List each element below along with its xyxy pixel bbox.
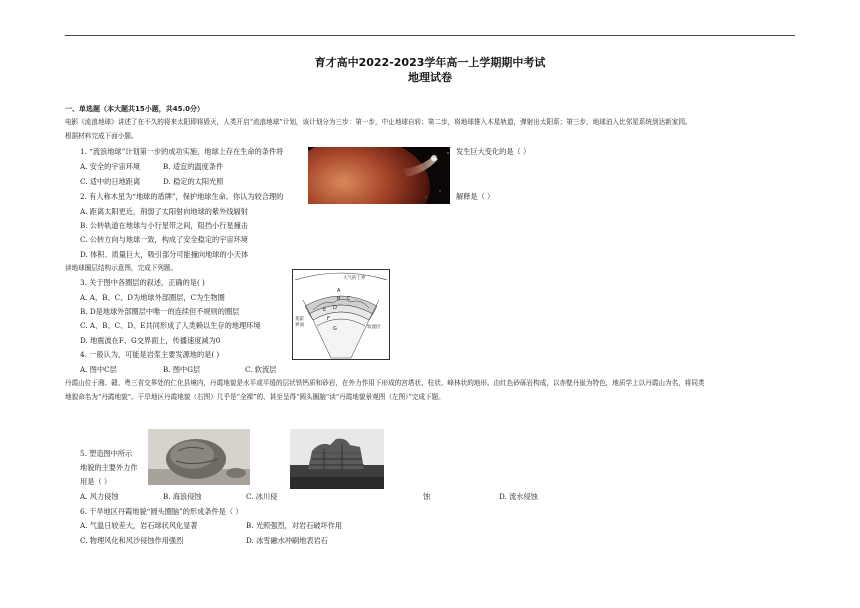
q1-stem: 1. “流浪地球”计划第一步的成功实施，地球上存在生命的条件将: [80, 147, 284, 156]
danxia-landform-photo: [290, 429, 384, 489]
intro3-line2: 地貌命名为“丹霞地貌”。干旱地区丹霞地貌（右图）几乎是“全裸”的，甚至呈得“圆头圈脑”读“丹霞地貌景观图（左图）”完成下题。: [65, 393, 445, 401]
diagram-label-moho-2: 界面: [295, 323, 304, 328]
q4-option-c[interactable]: C. 软流层: [245, 365, 277, 374]
q2-option-c[interactable]: C. 公转方向与地球一致，构成了安全稳定的宇宙环境: [80, 235, 248, 244]
q5-option-a[interactable]: A. 风力侵蚀: [80, 492, 119, 501]
intro3-line1: 丹霞山位于湘、赣、粤三省交界处的仁化县境内，丹霞地貌是水平或平缓的层状铁钙质和砂岩，在外力作用下形成的宫塔状、柱状、峰林状的地形。由红色砂砾岩构成，以赤壁丹崖为特色，地质学上以丹霞山为名，将同类: [65, 379, 705, 387]
q2-option-a[interactable]: A. 距离太阳更近，削弱了太阳射向地球的紫外线辐射: [80, 207, 248, 216]
q1-option-d[interactable]: D. 稳定的太阳光照: [163, 177, 224, 186]
diagram-label-top: 大气的上界: [343, 276, 366, 281]
q5-option-b[interactable]: B. 海浪侵蚀: [163, 492, 202, 501]
q5-stem-1: 5. 塑造图中所示: [80, 449, 133, 458]
section-heading: 一、单选题（本大题共15小题，共45.0分）: [65, 105, 205, 113]
intro1-line2: 根据材料完成下面小题。: [65, 132, 138, 140]
q5-stem-2: 地貌的主要外力作: [80, 463, 138, 472]
q6-option-d[interactable]: D. 冰雪融水冲刷地表岩石: [246, 536, 328, 545]
q6-option-b[interactable]: B. 光照强烈，对岩石破坏作用: [246, 521, 343, 530]
diagram-label-g: G: [333, 326, 337, 332]
intro1-line1: 电影《流浪地球》讲述了在不久的将来太阳即将毁灭，人类开启“流浪地球”计划，该计划分为三步：第一步，中止地球自转；第二步，将地球推入木星轨道，弹射出太阳系；第三步，地球泊入比邻星系统到达新家园。: [65, 118, 692, 126]
diagram-label-d: D: [333, 305, 337, 311]
q3-option-b[interactable]: B. D是地球外部圈层中唯一的连续但不规则的圈层: [80, 307, 240, 316]
diagram-label-b: B: [337, 296, 341, 302]
exam-subject: 地理试卷: [408, 71, 452, 84]
q3-option-a[interactable]: A. A、B、C、D为地球外部圈层，C为生物圈: [80, 293, 225, 302]
earth-layers-diagram: [292, 269, 390, 360]
diagram-label-asthenosphere: 软流层: [367, 325, 381, 330]
q3-option-d[interactable]: D. 地震波在F、G交界面上，传播速度减为0: [80, 336, 221, 345]
header-rule: [65, 35, 795, 36]
q5-option-d[interactable]: D. 流水侵蚀: [499, 492, 538, 501]
q2-option-d[interactable]: D. 体积、质量巨大，吸引部分可能撞向地球的小天体: [80, 250, 249, 259]
q4-option-b[interactable]: B. 图中G层: [163, 365, 201, 374]
intro2: 读地球圈层结构示意图，完成下列题。: [65, 264, 178, 272]
q6-option-c[interactable]: C. 物理风化和风沙侵蚀作用强烈: [80, 536, 184, 545]
q3-stem: 3. 关于图中各圈层的叙述，正确的是( ): [80, 278, 205, 287]
q2-stem: 2. 有人称木星为“地球的盾牌”，保护地球生命。你认为较合理的: [80, 192, 284, 201]
q2-option-b[interactable]: B. 公转轨道在地球与小行星带之间，阻挡小行星撞击: [80, 221, 248, 230]
planet-photo: [308, 147, 450, 204]
exam-title: 育才高中2022-2023学年高一上学期期中考试: [314, 56, 546, 69]
diagram-label-moho-1: 莫霍: [295, 317, 304, 322]
q1-stem-tail: 发生巨大变化的是（ ）: [456, 147, 531, 156]
diagram-label-c: C: [347, 296, 351, 302]
q1-option-c[interactable]: C. 适中的日地距离: [80, 177, 141, 186]
q4-stem: 4. 一般认为，可能是岩浆主要发源地的是( ): [80, 350, 220, 359]
round-rock-photo: [148, 429, 250, 485]
diagram-label-e: E: [323, 307, 327, 313]
q6-option-a[interactable]: A. 气温日较差大，岩石球状风化显著: [80, 521, 198, 530]
q5-option-c-tail: 蚀: [423, 492, 431, 501]
q2-stem-tail: 解释是（ ）: [456, 192, 495, 201]
diagram-label-a: A: [337, 288, 341, 294]
q1-option-a[interactable]: A. 安全的宇宙环境: [80, 162, 141, 171]
q1-option-b[interactable]: B. 适宜的温度条件: [163, 162, 224, 171]
q5-stem-3: 用是（ ）: [80, 477, 112, 486]
q6-stem: 6. 干旱地区丹霞地貌“圆头圈脑”的形成条件是（ ）: [80, 507, 243, 516]
q3-option-c[interactable]: C. A、B、C、D、E共同形成了人类赖以生存的地理环境: [80, 321, 261, 330]
diagram-label-f: F: [327, 316, 330, 322]
q4-option-a[interactable]: A. 图中C层: [80, 365, 117, 374]
q5-option-c[interactable]: C. 冰川侵: [246, 492, 278, 501]
